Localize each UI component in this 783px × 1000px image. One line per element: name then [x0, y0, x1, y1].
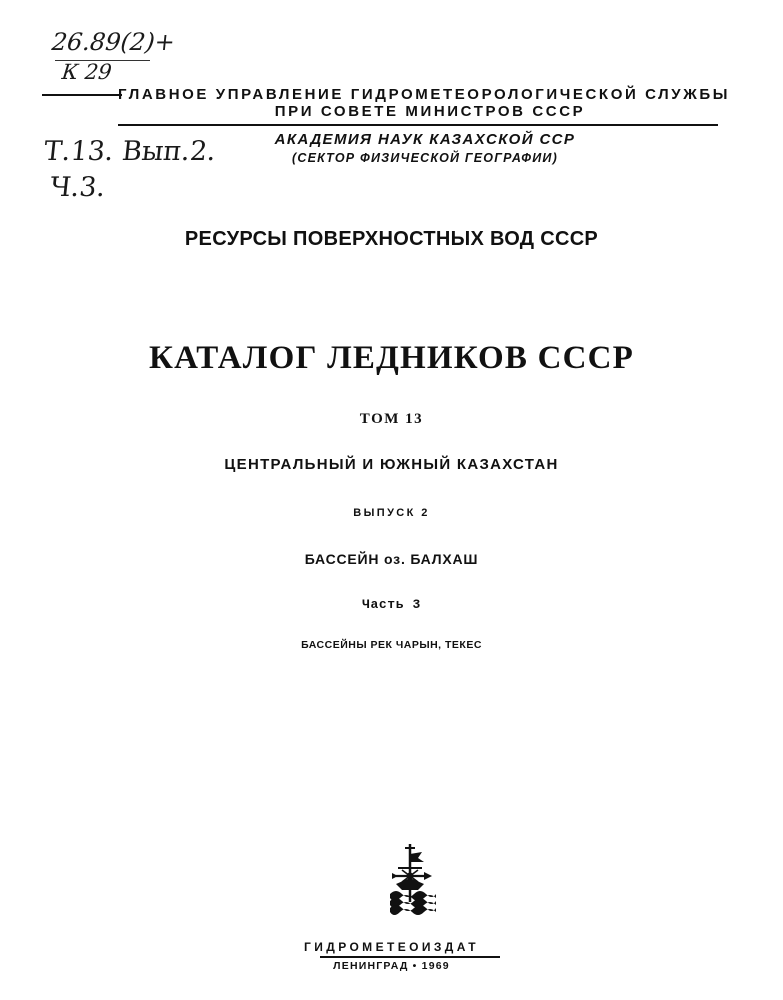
publisher-name: ГИДРОМЕТЕОИЗДАТ	[304, 940, 479, 954]
region-title: ЦЕНТРАЛЬНЫЙ И ЮЖНЫЙ КАЗАХСТАН	[224, 456, 559, 473]
academy-name: АКАДЕМИЯ НАУК КАЗАХСКОЙ ССР	[274, 131, 576, 148]
handwritten-part-note: Ч.3.	[48, 172, 107, 203]
handwritten-volume-note: Т.13. Вып.2.	[42, 136, 218, 167]
volume-number: ТОМ 13	[359, 411, 424, 427]
weather-vane-icon	[388, 842, 438, 918]
academy-sector: (СЕКТОР ФИЗИЧЕСКОЙ ГЕОГРАФИИ)	[292, 151, 558, 165]
rivers-subtitle: БАССЕЙНЫ РЕК ЧАРЫН, ТЕКЕС	[301, 639, 482, 651]
header-top-rule	[42, 94, 122, 96]
header-divider-rule	[118, 124, 718, 126]
part-number: Часть 3	[362, 597, 421, 612]
footer-rule	[320, 956, 500, 958]
publication-city-year: ЛЕНИНГРАД • 1969	[333, 960, 450, 972]
organization-line-2: ПРИ СОВЕТЕ МИНИСТРОВ СССР	[274, 103, 586, 120]
basin-title: БАССЕЙН оз. БАЛХАШ	[304, 551, 479, 567]
handwritten-shelf-sub: К 29	[60, 60, 113, 84]
organization-line-1: ГЛАВНОЕ УПРАВЛЕНИЕ ГИДРОМЕТЕОРОЛОГИЧЕСКОЙ СЛУЖБЫ	[118, 86, 731, 103]
handwritten-shelf-code: 26.89(2)+	[50, 28, 177, 56]
series-title: РЕСУРСЫ ПОВЕРХНОСТНЫХ ВОД СССР	[184, 228, 599, 250]
main-title: КАТАЛОГ ЛЕДНИКОВ СССР	[148, 340, 635, 376]
issue-number: ВЫПУСК 2	[353, 507, 430, 519]
publisher-emblem	[388, 842, 438, 918]
